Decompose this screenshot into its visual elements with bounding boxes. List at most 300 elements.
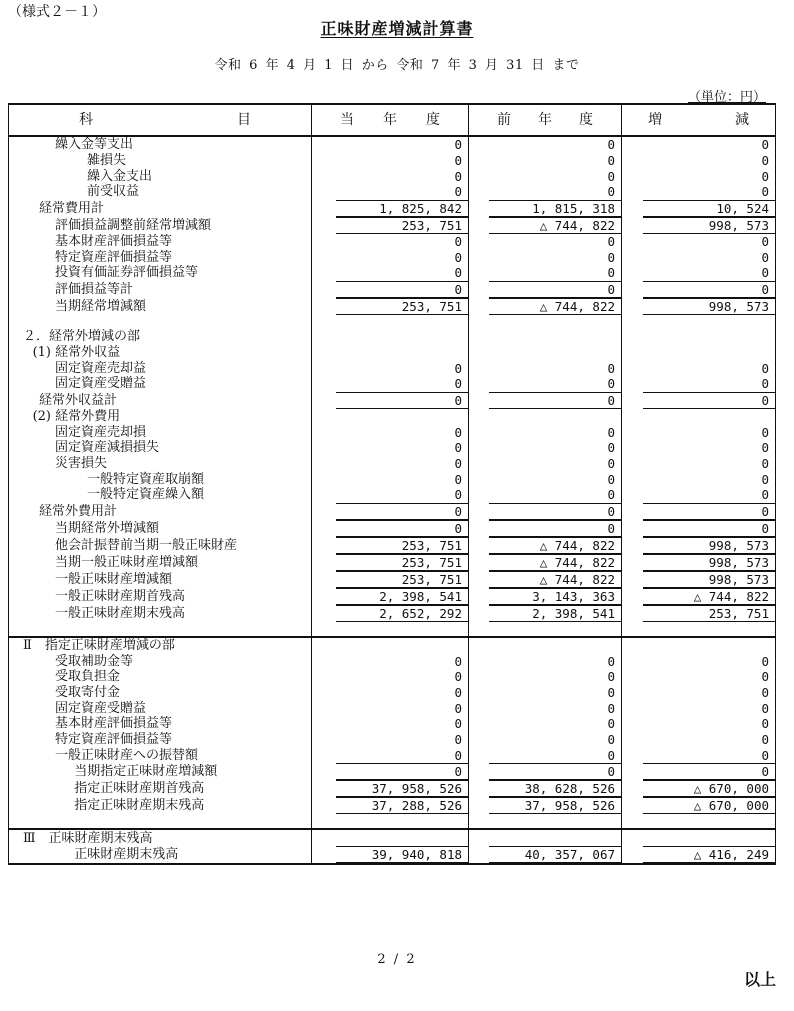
previous-year-amount-cell <box>469 669 622 685</box>
difference-amount-cell <box>622 265 776 281</box>
current-year-amount: 0 <box>336 763 468 780</box>
account-name: 特定資産評価損益等 <box>55 249 173 265</box>
end-mark: 以上 <box>743 970 776 989</box>
previous-year-amount: 0 <box>607 732 615 748</box>
difference-amount-cell <box>622 424 776 440</box>
account-name: 他会計振替前当期一般正味財産 <box>55 537 238 553</box>
header-char: 年 <box>538 111 552 128</box>
account-name-cell <box>9 471 312 487</box>
account-name-cell <box>9 605 312 622</box>
previous-year-amount-cell <box>469 281 622 298</box>
account-name: 指定正味財産期首残高 <box>74 781 205 797</box>
account-name: 特定資産評価損益等 <box>55 732 173 748</box>
previous-year-amount-cell <box>469 217 622 234</box>
difference-amount: △ 670, 000 <box>643 797 775 814</box>
account-name: 基本財産評価損益等 <box>55 716 173 732</box>
difference-amount: 0 <box>643 392 775 409</box>
current-year-amount-cell <box>312 168 469 184</box>
previous-year-amount-cell <box>469 814 622 829</box>
table-row <box>9 153 776 169</box>
fiscal-period: 令和 6 年 4 月 1 日 から 令和 7 年 3 月 31 日 まで <box>214 58 580 73</box>
previous-year-amount: 37, 958, 526 <box>489 797 621 814</box>
difference-amount-cell <box>622 797 776 814</box>
previous-year-amount-cell <box>469 732 622 748</box>
table-row <box>9 588 776 605</box>
difference-amount-cell <box>622 520 776 537</box>
current-year-amount-cell <box>312 716 469 732</box>
current-year-amount: 1, 825, 842 <box>336 200 468 217</box>
previous-year-amount: 0 <box>607 653 615 669</box>
account-name-cell <box>9 797 312 814</box>
previous-year-amount: 0 <box>607 455 615 471</box>
account-name: 投資有価証券評価損益等 <box>55 265 199 281</box>
account-name-cell <box>9 360 312 376</box>
current-year-amount-cell <box>312 503 469 520</box>
current-year-amount-cell <box>312 846 469 864</box>
account-name: ２．経常外増減の部 <box>23 329 141 345</box>
header-char: 度 <box>579 111 593 128</box>
account-name: 繰入金支出 <box>87 168 153 184</box>
difference-amount: 0 <box>761 360 769 376</box>
difference-amount-cell <box>622 376 776 392</box>
previous-year-amount: 0 <box>607 153 615 169</box>
current-year-amount: 0 <box>454 685 462 701</box>
account-name: 固定資産受贈益 <box>55 700 147 716</box>
difference-amount: 0 <box>761 487 769 503</box>
difference-amount-cell <box>622 184 776 200</box>
previous-year-amount-cell <box>469 184 622 200</box>
previous-year-amount: 0 <box>607 168 615 184</box>
current-year-amount: 0 <box>454 184 462 200</box>
difference-amount-cell <box>622 685 776 701</box>
previous-year-amount: 0 <box>607 360 615 376</box>
difference-amount-cell <box>622 588 776 605</box>
current-year-amount-cell <box>312 376 469 392</box>
account-name: 指定正味財産期末残高 <box>74 798 205 814</box>
difference-amount-cell <box>622 234 776 250</box>
previous-year-amount-cell <box>469 440 622 456</box>
table-row <box>9 763 776 780</box>
previous-year-amount-cell <box>469 234 622 250</box>
table-row <box>9 685 776 701</box>
difference-amount-cell <box>622 200 776 217</box>
account-name-cell <box>9 732 312 748</box>
current-year-amount-cell <box>312 217 469 234</box>
current-year-amount-cell <box>312 814 469 829</box>
header-char: 減 <box>735 111 749 128</box>
current-year-amount-cell <box>312 440 469 456</box>
previous-year-amount-cell <box>469 605 622 622</box>
difference-amount-cell <box>622 409 776 425</box>
previous-year-amount-cell <box>469 392 622 409</box>
header-char: 目 <box>237 111 251 128</box>
account-name: 一般正味財産期首残高 <box>55 588 186 604</box>
table-row <box>9 234 776 250</box>
account-name: 繰入金等支出 <box>55 137 134 153</box>
difference-amount-cell <box>622 814 776 829</box>
account-name: Ⅲ 正味財産期末残高 <box>23 830 153 846</box>
account-name: 固定資産受贈益 <box>55 376 147 392</box>
header-char: 科 <box>79 111 93 128</box>
difference-amount: 0 <box>761 747 769 763</box>
difference-amount-cell <box>622 537 776 554</box>
previous-year-amount-cell <box>469 265 622 281</box>
difference-amount: 998, 573 <box>643 571 775 588</box>
account-name: 経常外費用計 <box>39 503 118 519</box>
difference-amount: 0 <box>761 424 769 440</box>
account-name-cell <box>9 136 312 153</box>
current-year-amount: 2, 398, 541 <box>336 588 468 605</box>
current-year-amount: 0 <box>454 376 462 392</box>
current-year-amount: 253, 751 <box>336 554 468 571</box>
unit-label-text: （単位：円） <box>687 90 766 105</box>
account-name-cell <box>9 249 312 265</box>
previous-year-amount: 0 <box>607 249 615 265</box>
account-name-cell <box>9 440 312 456</box>
header-char: 増 <box>648 111 662 128</box>
current-year-amount-cell <box>312 637 469 654</box>
previous-year-amount-cell <box>469 168 622 184</box>
current-year-amount-cell <box>312 487 469 503</box>
difference-amount-cell <box>622 748 776 764</box>
table-row <box>9 669 776 685</box>
current-year-amount-cell <box>312 345 469 361</box>
account-name: 一般特定資産繰入額 <box>87 487 205 503</box>
account-name: 当期経常増減額 <box>55 298 147 314</box>
difference-amount-cell <box>622 440 776 456</box>
difference-amount-cell <box>622 168 776 184</box>
header-char: 前 <box>497 111 511 128</box>
previous-year-amount-cell <box>469 685 622 701</box>
table-row <box>9 392 776 409</box>
current-year-amount: 0 <box>454 249 462 265</box>
current-year-amount: 2, 652, 292 <box>336 605 468 622</box>
current-year-amount: 0 <box>454 732 462 748</box>
account-name: 受取補助金等 <box>55 653 134 669</box>
account-name-cell <box>9 487 312 503</box>
current-year-amount: 0 <box>454 455 462 471</box>
account-name-cell <box>9 537 312 554</box>
table-row <box>9 637 776 654</box>
previous-year-amount-cell <box>469 360 622 376</box>
account-name-cell <box>9 588 312 605</box>
difference-amount: △ 670, 000 <box>643 780 775 797</box>
current-year-amount-cell <box>312 520 469 537</box>
account-name-cell <box>9 846 312 864</box>
account-name-cell <box>9 748 312 764</box>
difference-amount-cell <box>622 329 776 345</box>
column-header-current <box>312 104 469 136</box>
account-name: 受取寄付金 <box>55 685 121 701</box>
difference-amount: 998, 573 <box>643 554 775 571</box>
table-body <box>9 136 776 864</box>
difference-amount: 998, 573 <box>643 537 775 554</box>
difference-amount-cell <box>622 503 776 520</box>
difference-amount: 0 <box>643 503 775 520</box>
previous-year-amount: 0 <box>607 440 615 456</box>
difference-amount-cell <box>622 315 776 329</box>
difference-amount: 998, 573 <box>643 217 775 234</box>
difference-amount: 253, 751 <box>643 605 775 622</box>
header-char: 当 <box>340 111 354 128</box>
previous-year-amount-cell <box>469 537 622 554</box>
difference-amount-cell <box>622 298 776 315</box>
account-name-cell <box>9 716 312 732</box>
previous-year-amount-cell <box>469 700 622 716</box>
account-name-cell <box>9 637 312 654</box>
table-row <box>9 520 776 537</box>
previous-year-amount-cell <box>469 345 622 361</box>
difference-amount: 0 <box>761 685 769 701</box>
difference-amount-cell <box>622 605 776 622</box>
previous-year-amount: △ 744, 822 <box>489 537 621 554</box>
difference-amount-cell <box>622 622 776 637</box>
previous-year-amount-cell <box>469 471 622 487</box>
current-year-amount: 0 <box>336 281 468 298</box>
previous-year-amount: 0 <box>489 763 621 780</box>
previous-year-amount-cell <box>469 456 622 472</box>
previous-year-amount: 40, 357, 067 <box>489 846 621 863</box>
column-header-difference <box>622 104 776 136</box>
previous-year-amount: 0 <box>607 716 615 732</box>
difference-amount: 0 <box>761 716 769 732</box>
difference-amount: 0 <box>761 168 769 184</box>
difference-amount: 0 <box>761 153 769 169</box>
current-year-amount-cell <box>312 700 469 716</box>
difference-amount-cell <box>622 846 776 864</box>
account-name: (2) 経常外費用 <box>32 408 121 424</box>
table-row <box>9 329 776 345</box>
account-name-cell <box>9 571 312 588</box>
difference-amount-cell <box>622 554 776 571</box>
account-name: (1) 経常外収益 <box>32 344 121 360</box>
column-header-account <box>9 104 312 136</box>
header-char: 年 <box>383 111 397 128</box>
previous-year-amount-cell <box>469 409 622 425</box>
table-row <box>9 345 776 361</box>
previous-year-amount-cell <box>469 315 622 329</box>
account-name-cell <box>9 554 312 571</box>
previous-year-amount-cell <box>469 829 622 846</box>
account-name-cell <box>9 168 312 184</box>
table-row <box>9 409 776 425</box>
current-year-amount: 39, 940, 818 <box>336 846 468 863</box>
difference-amount: 0 <box>761 265 769 281</box>
current-year-amount-cell <box>312 763 469 780</box>
current-year-amount: 253, 751 <box>336 217 468 234</box>
current-year-amount-cell <box>312 298 469 315</box>
previous-year-amount: 0 <box>607 487 615 503</box>
account-name: 災害損失 <box>55 455 108 471</box>
current-year-amount: 253, 751 <box>336 298 468 315</box>
current-year-amount-cell <box>312 829 469 846</box>
difference-amount: 0 <box>643 281 775 298</box>
previous-year-amount: 1, 815, 318 <box>489 200 621 217</box>
current-year-amount-cell <box>312 249 469 265</box>
account-name-cell <box>9 780 312 797</box>
current-year-amount-cell <box>312 184 469 200</box>
account-name-cell <box>9 376 312 392</box>
previous-year-amount: 0 <box>489 520 621 537</box>
previous-year-amount: △ 744, 822 <box>489 554 621 571</box>
previous-year-amount: △ 744, 822 <box>489 217 621 234</box>
previous-year-amount: 38, 628, 526 <box>489 780 621 797</box>
table-row <box>9 780 776 797</box>
previous-year-amount: 0 <box>607 184 615 200</box>
difference-amount-cell <box>622 456 776 472</box>
current-year-amount: 0 <box>454 153 462 169</box>
current-year-amount: 0 <box>454 487 462 503</box>
previous-year-amount-cell <box>469 487 622 503</box>
current-year-amount-cell <box>312 234 469 250</box>
account-name: 雑損失 <box>87 153 127 169</box>
current-year-amount: 0 <box>454 360 462 376</box>
current-year-amount: 0 <box>454 234 462 250</box>
previous-year-amount: 0 <box>607 669 615 685</box>
account-name-cell <box>9 234 312 250</box>
difference-amount-cell <box>622 281 776 298</box>
current-year-amount-cell <box>312 424 469 440</box>
table-row <box>9 748 776 764</box>
account-name: 一般特定資産取崩額 <box>87 471 205 487</box>
current-year-amount: 0 <box>454 700 462 716</box>
current-year-amount: 0 <box>454 471 462 487</box>
account-name-cell <box>9 315 312 329</box>
table-row <box>9 605 776 622</box>
current-year-amount: 0 <box>336 503 468 520</box>
account-name-cell <box>9 763 312 780</box>
table-row <box>9 829 776 846</box>
current-year-amount-cell <box>312 748 469 764</box>
difference-amount-cell <box>622 392 776 409</box>
table-row <box>9 360 776 376</box>
table-row <box>9 487 776 503</box>
difference-amount-cell <box>622 571 776 588</box>
current-year-amount: 0 <box>336 392 468 409</box>
difference-amount-cell <box>622 217 776 234</box>
current-year-amount-cell <box>312 685 469 701</box>
document-title <box>0 16 794 39</box>
account-name: 経常費用計 <box>39 200 105 216</box>
table-row <box>9 732 776 748</box>
previous-year-amount: 0 <box>489 503 621 520</box>
spacer-row <box>9 315 776 329</box>
current-year-amount: 0 <box>454 747 462 763</box>
previous-year-amount: 0 <box>607 265 615 281</box>
previous-year-amount-cell <box>469 637 622 654</box>
previous-year-amount: 0 <box>489 392 621 409</box>
difference-amount-cell <box>622 653 776 669</box>
account-name: 受取負担金 <box>55 669 121 685</box>
difference-amount: 998, 573 <box>643 298 775 315</box>
table-row <box>9 503 776 520</box>
table-row <box>9 716 776 732</box>
current-year-amount: 253, 751 <box>336 571 468 588</box>
current-year-amount-cell <box>312 588 469 605</box>
difference-amount-cell <box>622 780 776 797</box>
difference-amount: 0 <box>761 440 769 456</box>
account-name-cell <box>9 520 312 537</box>
difference-amount: 0 <box>761 137 769 153</box>
difference-amount-cell <box>622 732 776 748</box>
current-year-amount: 0 <box>454 716 462 732</box>
current-year-amount-cell <box>312 360 469 376</box>
table-row <box>9 471 776 487</box>
account-name-cell <box>9 281 312 298</box>
account-name: 当期経常外増減額 <box>55 520 160 536</box>
previous-year-amount-cell <box>469 716 622 732</box>
account-name-cell <box>9 622 312 637</box>
difference-amount-cell <box>622 345 776 361</box>
previous-year-amount: 0 <box>607 747 615 763</box>
previous-year-amount-cell <box>469 249 622 265</box>
difference-amount: 0 <box>761 700 769 716</box>
account-name-cell <box>9 409 312 425</box>
previous-year-amount-cell <box>469 424 622 440</box>
header-char: 度 <box>426 111 440 128</box>
difference-amount-cell <box>622 487 776 503</box>
table-row <box>9 797 776 814</box>
account-name-cell <box>9 217 312 234</box>
difference-amount-cell <box>622 471 776 487</box>
difference-amount: 0 <box>761 455 769 471</box>
current-year-amount-cell <box>312 471 469 487</box>
account-name: 当期指定正味財産増減額 <box>74 764 218 780</box>
difference-amount-cell <box>622 829 776 846</box>
account-name-cell <box>9 456 312 472</box>
account-name-cell <box>9 184 312 200</box>
difference-amount: 0 <box>761 249 769 265</box>
account-name: 一般正味財産期末残高 <box>55 605 186 621</box>
table-row <box>9 846 776 864</box>
previous-year-amount: 0 <box>607 685 615 701</box>
difference-amount: 10, 524 <box>643 200 775 217</box>
previous-year-amount: △ 744, 822 <box>489 571 621 588</box>
previous-year-amount-cell <box>469 622 622 637</box>
previous-year-amount-cell <box>469 748 622 764</box>
document-title-text: 正味財産増減計算書 <box>320 19 474 38</box>
previous-year-amount-cell <box>469 503 622 520</box>
previous-year-amount: 0 <box>607 137 615 153</box>
column-header-previous <box>469 104 622 136</box>
account-name-cell <box>9 153 312 169</box>
difference-amount-cell <box>622 637 776 654</box>
table-row <box>9 571 776 588</box>
previous-year-amount-cell <box>469 200 622 217</box>
current-year-amount-cell <box>312 392 469 409</box>
table-row <box>9 281 776 298</box>
current-year-amount-cell <box>312 200 469 217</box>
account-name-cell <box>9 424 312 440</box>
account-name: 評価損益等計 <box>55 281 134 297</box>
current-year-amount: 0 <box>454 669 462 685</box>
difference-amount-cell <box>622 136 776 153</box>
current-year-amount: 0 <box>336 520 468 537</box>
account-name-cell <box>9 200 312 217</box>
difference-amount: 0 <box>761 471 769 487</box>
difference-amount-cell <box>622 249 776 265</box>
account-name: 一般正味財産への振替額 <box>55 747 199 763</box>
difference-amount-cell <box>622 669 776 685</box>
table-row <box>9 456 776 472</box>
table-row <box>9 217 776 234</box>
difference-amount-cell <box>622 153 776 169</box>
difference-amount: △ 744, 822 <box>643 588 775 605</box>
account-name-cell <box>9 345 312 361</box>
table-row <box>9 537 776 554</box>
previous-year-amount-cell <box>469 153 622 169</box>
current-year-amount-cell <box>312 797 469 814</box>
